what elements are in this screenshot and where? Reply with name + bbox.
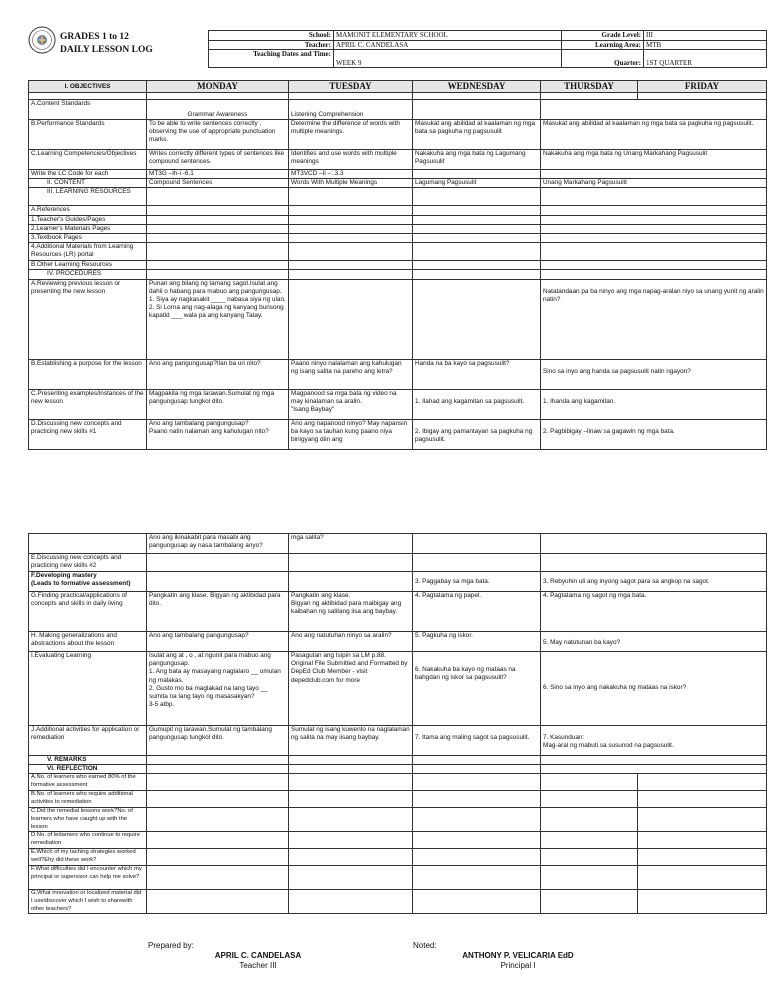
quarter-label: Quarter: <box>562 50 644 68</box>
cell-wed: Nakakuha ang mga bata ng Lagumang Pagsusulit <box>413 150 541 170</box>
table-row <box>29 726 767 756</box>
cell-tue: Sumulat ng isang kuwento na naglalaman ng salita na may iisang baybay. <box>289 726 413 756</box>
cell-wed: 4. Pagtatama ng papel. <box>413 592 541 632</box>
teacher-value: APRIL C. CANDELASA <box>334 40 562 50</box>
deped-seal-icon <box>28 26 56 54</box>
cell-mon: Magpakita ng mga larawan.Sumulat ng mga pangungusap tungkol dito. <box>147 389 289 419</box>
row-label: E.Which of my taching strategies worked well?Ehy did these work? <box>29 849 147 866</box>
cell-wed: 1. Ilahad ang kagamitan sa pagsusulit. <box>413 389 541 419</box>
noted-by-title: Principal I <box>500 961 536 970</box>
cell-thu: 2. Pagbibigay –linaw sa gagawin ng mga bata. <box>541 419 767 449</box>
cell-tue: mga salita? <box>289 534 413 554</box>
cell-mon: MT3G –Ih-i -6.1 <box>147 170 289 179</box>
row-label: Write the LC Code for each <box>29 170 147 179</box>
row-label: G.Finding practical/applications of concepts and skills in daily living <box>29 592 147 632</box>
table-row <box>29 170 767 179</box>
row-label: B.Establishing a purpose for the lesson <box>29 359 147 389</box>
row-label: J.Additional activities for application or remediation <box>29 726 147 756</box>
dates-value: WEEK 9 <box>334 50 562 68</box>
grade-level-value: III <box>644 31 767 41</box>
cell-mon: Pangkatin ang klase. Bigyan ng aktibidad para dito. <box>147 592 289 632</box>
day-thursday: THURSDAY <box>541 81 638 93</box>
cell-mon: Ano ang ikinakabit para masabi ang pangungusap ay nasa tambalang anyo? <box>147 534 289 554</box>
row-label: III. LEARNING RESOURCES <box>29 188 147 206</box>
row-label: F.Developing mastery (Leads to formative assessment) <box>29 572 147 592</box>
table-row <box>29 279 767 359</box>
learning-area-value: MTB <box>644 40 767 50</box>
row-label: 4.Additional Materials from Learning Resources (LR) portal <box>29 243 147 261</box>
cell-thu: Unang Markahang Pagsusulit <box>541 179 767 188</box>
row-label: H. Making generalizations and abstractions about the lesson <box>29 632 147 652</box>
grades-label: GRADES 1 to 12 <box>60 32 129 42</box>
cell-wed: 7. Itama ang maling sagot sa pagsusulit. <box>413 726 541 756</box>
noted-label: Noted: <box>413 941 437 950</box>
row-label: 1.Teacher's Guides/Pages <box>29 215 147 224</box>
prepared-by-name: APRIL C. CANDELASA <box>214 951 302 960</box>
learning-area-label: Learning Area: <box>562 40 644 50</box>
table-row <box>29 592 767 632</box>
school-label: School: <box>209 31 334 41</box>
table-row <box>29 572 767 592</box>
dates-label: Teaching Dates and Time: <box>209 50 334 68</box>
cell-tue: Paano ninyo nalalaman ang kahulugan ng isang salita na pareho ang letra? <box>289 359 413 389</box>
cell-mon: Isulat ang at , o , at ngunit para mabuo ang pangungusap. 1. Ang bata ay masayang naglalaro __ umulan ng malakas. 2. Gusto mo ba maglakad na lang tayo __ sumita na lang tayo ng masasakyan? 3-5 atbp. <box>147 652 289 726</box>
cell-wed: 6. Nakakuha ba kayo ng mataas na bahgdan ng iskor sa pagsusulit? <box>413 652 541 726</box>
row-label: E.Discussing new concepts and practicing new skills #2 <box>29 554 147 572</box>
table-row <box>29 359 767 389</box>
cell-mon: Ano ang tambalang pangungusap? <box>147 632 289 652</box>
cell-thu: 3. Rebyuhin uli ang inyong sagot para sa angkop na sagot. <box>541 572 767 592</box>
cell-mon: Gumupit ng larawan.Sumulat ng tambalang pangungusap tungkol dito. <box>147 726 289 756</box>
cell-wed: 5. Pagkuha ng iskor. <box>413 632 541 652</box>
table-row <box>29 534 767 554</box>
document-title: DAILY LESSON LOG <box>60 45 153 55</box>
table-row <box>29 150 767 170</box>
lesson-table-2 <box>28 533 767 914</box>
teacher-label: Teacher: <box>209 40 334 50</box>
school-value: MAMONIT ELEMENTARY SCHOOL <box>334 31 562 41</box>
cell-mon: Ano ang tambalang pangungusap? Paano natin nalaman ang kahulugan nito? <box>147 419 289 449</box>
table-row <box>29 652 767 726</box>
cell-tue: Ano ang natutuhan ninyo sa aralin? <box>289 632 413 652</box>
cell-thu: Masukat ang abilidad at kaalaman ng mga bata sa pagkuha ng pagsusulit. <box>541 120 767 150</box>
grade-level-label: Grade Level: <box>562 31 644 41</box>
cell-mon: To be able to write sentences correctly , observing the use of appropriate punctuation marks. <box>147 120 289 150</box>
cell-tue: MT3VCD –Ii –:.3.3 <box>289 170 413 179</box>
cell-mon: Writes correctly different types of sentences like compound sentences. <box>147 150 289 170</box>
table-row <box>29 120 767 150</box>
table-row <box>29 389 767 419</box>
day-tuesday: TUESDAY <box>289 81 413 93</box>
cell-tue: Pasagutan ang Isipin sa LM p.88. Original File Submitted and Formatted by DepEd Club Member - visit depedclub.com for more <box>289 652 413 726</box>
table-row <box>29 632 767 652</box>
row-label: 3.Textbook Pages <box>29 234 147 243</box>
cell-thu: 6. Sino sa inyo ang nakakuha ng mataas na iskor? <box>541 652 767 726</box>
cell-wed: 2. Ibigay ang pamantayan sa pagkuha ng pagsusulit. <box>413 419 541 449</box>
table-row <box>29 188 767 206</box>
cell-wed: 3. Paggabay sa mga bata. <box>413 572 541 592</box>
row-label: B.Performance Standards <box>29 120 147 150</box>
row-label: V. REMARKS <box>29 756 147 765</box>
row-label: II. CONTENT <box>29 179 147 188</box>
cell-thu: Natatandaan pa ba ninyo ang mga napag-aralan niyo sa unang yunit ng aralin natin? <box>541 279 767 359</box>
cell-mon: Compound Sentences <box>147 179 289 188</box>
cell-thu: Nakakuha ang mga bata ng Unang Markahang Pagsusulit <box>541 150 767 170</box>
day-wednesday: WEDNESDAY <box>413 81 541 93</box>
row-label: I.Evaluating Learning <box>29 652 147 726</box>
row-label: B.Other Learning Resources <box>29 261 147 270</box>
day-monday: MONDAY <box>147 81 289 93</box>
row-label: IV. PROCEDURES <box>29 270 147 279</box>
cell-tue: Ano ang napanood ninyo? May napansin ba kayo sa tauhan kung paano niya binigyang diin ang <box>289 419 413 449</box>
cell-thu: 1. Ihanda ang kagamitan. <box>541 389 767 419</box>
row-label: C.Presenting examples/instances of the new lesson <box>29 389 147 419</box>
cell-thu: Sino sa inyo ang handa sa pagsusulit natin ngayon? <box>541 359 767 389</box>
row-label: D.Discussing new concepts and practicing new skills #1 <box>29 419 147 449</box>
cell-wed: Handa na ba kayo sa pagsusulit? <box>413 359 541 389</box>
table-row <box>29 179 767 188</box>
lesson-table-1 <box>28 80 767 450</box>
cell-tue: Magpanood sa mga bata ng video na may kinalaman sa aralin. "Isang Baybay" <box>289 389 413 419</box>
row-label: F.What difficulties did I encounter which my principal or supervisor can help me solve? <box>29 866 147 890</box>
quarter-value: 1ST QUARTER <box>644 50 767 68</box>
prepared-by-title: Teacher III <box>239 961 277 970</box>
row-label: A.Content Standards <box>29 100 147 120</box>
cell-tue: Pangkatin ang klase. Bigyan ng aktibidad para maibigay ang kaibahan ng salitang iisa ang baybay. <box>289 592 413 632</box>
row-label: A.References <box>29 206 147 215</box>
cell-tue: Words With Multiple Meanings <box>289 179 413 188</box>
objectives-heading: I. OBJECTIVES <box>29 81 147 93</box>
cell-tue: Listening Comprehension <box>289 100 413 120</box>
cell-mon: Grammar Awareness <box>147 100 289 120</box>
row-label: D.No. of ledarners who continue to require remediation <box>29 832 147 849</box>
row-label: B.No. of learners who require additional activities to remediation <box>29 791 147 808</box>
table-row <box>29 419 767 449</box>
cell-thu: 4. Pagtatama ng sagot ng mga bata. <box>541 592 767 632</box>
row-label: VI. REFLECTION <box>29 765 147 774</box>
noted-by-name: ANTHONY P. VELICARIA EdD <box>462 951 574 960</box>
cell-tue: Identifies and use words with multiple meanings <box>289 150 413 170</box>
cell-thu: 7. Kasunduan: Mag-aral ng mabuti sa susunod na pagsusulit. <box>541 726 767 756</box>
row-label: A.Reviewing previous lesson or presenting the new lesson <box>29 279 147 359</box>
row-label: C.Learning Competencies/Objectives <box>29 150 147 170</box>
header-table <box>208 30 767 68</box>
cell-tue: Determine the difference of words with multiple meanings. <box>289 120 413 150</box>
cell-wed: Masukat ang abilidad at kaalaman ng mga bata sa pagkuha ng pagsusulit <box>413 120 541 150</box>
row-label: C.Did the remedial lessons work?No. of learners who have caught up with the lesson <box>29 808 147 832</box>
row-label: A.No. of learners who earned 80% of the formative assessment <box>29 774 147 791</box>
row-label: G.What innovation or localized material did I use/discover which I wish to sharewith other teachers? <box>29 890 147 914</box>
cell-mon: Punan ang bilang ng tamang sagot.Isulat ang dahil o habang para mabuo ang pangungusap. 1. Siya ay nagkasakit ____ nabasa siya ng ulan. 2. Si Lorna ang nag-alaga ng kanyang bunsong kapatid ___ wala pa ang kanyang Tatay. <box>147 279 289 359</box>
cell-mon: Ano ang pangungusap?Ilan ba uri nito? <box>147 359 289 389</box>
day-friday: FRIDAY <box>638 81 767 93</box>
prepared-by-label: Prepared by: <box>148 941 194 950</box>
cell-wed: Lagumang Pagsusulit <box>413 179 541 188</box>
table-row <box>29 100 767 120</box>
row-label: 2.Learner's Materials Pages <box>29 224 147 233</box>
cell-thu: 5. May natutunan ba kayo? <box>541 632 767 652</box>
dll-page-2 <box>28 533 766 970</box>
